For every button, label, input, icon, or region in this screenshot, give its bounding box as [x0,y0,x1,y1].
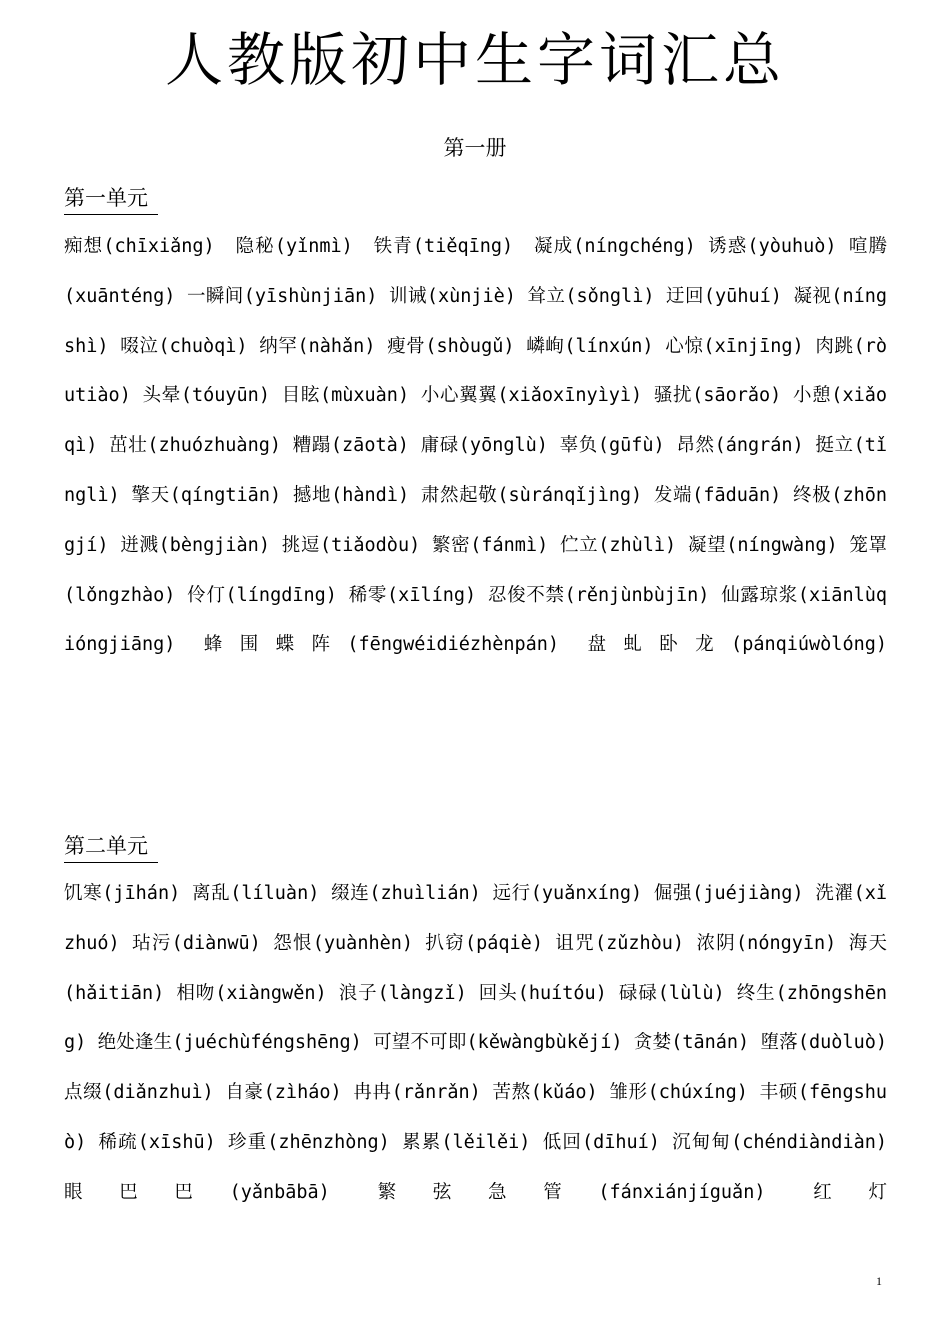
unit-heading-2 [64,830,158,863]
unit-heading-1 [64,182,158,215]
page-number: 1 [876,1274,882,1288]
unit-heading-1-underline [64,214,158,215]
unit-1-word-list-text: 痴想(chīxiǎng) 隐秘(yǐnmì) 铁青(tiěqīng) 凝成(níngchéng) 诱惑(yòuhuò) 喧腾(xuānténg) 一瞬间(yīshùnjiān) 训诫(xùnjiè) 耸立(sǒnglì) 迂回(yūhuí) 凝视(níngshì) 啜泣(chuòqì) 纳罕(nàhǎn) 瘦骨(shòugǔ) 嶙峋(línxún) 心惊(xīnjīng) 肉跳(ròutiào) 头晕(tóuyūn) 目眩(mùxuàn) 小心翼翼(xiǎoxīnyìyì) 骚扰(sāorǎo) 小憩(xiǎoqì) 茁壮(zhuózhuàng) 糟蹋(zāotà) 庸碌(yōnglù) 辜负(gūfù) 昂然(ángrán) 挺立(tǐnglì) 擎天(qíngtiān) 撼地(hàndì) 肃然起敬(sùránqǐjìng) 发端(fāduān) 终极(zhōngjí) 迸溅(bèngjiàn) 挑逗(tiǎodòu) 繁密(fánmì) 伫立(zhùlì) 凝望(níngwàng) 笼罩(lǒngzhào) 伶仃(língdīng) 稀零(xīlíng) 忍俊不禁(rěnjùnbùjīn) 仙露琼浆(xiānlùqióngjiāng) 蜂围蝶阵(fēngwéidiézhènpán) 盘虬卧龙(pánqiúwòlóng) [64,236,887,656]
unit-heading-1-text: 第一单元 [64,186,148,210]
unit-heading-2-text: 第二单元 [64,834,148,858]
unit-2-word-list [64,869,887,1218]
unit-2-word-list-text: 饥寒(jīhán) 离乱(líluàn) 缀连(zhuìlián) 远行(yuǎnxíng) 倔强(juéjiàng) 洗濯(xǐzhuó) 玷污(diànwū) 怨恨(yuànhèn) 扒窃(páqiè) 诅咒(zǔzhòu) 浓阴(nóngyīn) 海天(hǎitiān) 相吻(xiàngwěn) 浪子(làngzǐ) 回头(huítóu) 碌碌(lùlù) 终生(zhōngshēng) 绝处逢生(juéchùféngshēng) 可望不可即(kěwàngbùkějí) 贪婪(tānán) 堕落(duòluò) 点缀(diǎnzhuì) 自豪(zìháo) 冉冉(rǎnrǎn) 苦熬(kǔáo) 雏形(chúxíng) 丰硕(fēngshuò) 稀疏(xīshū) 珍重(zhēnzhòng) 累累(lěilěi) 低回(dīhuí) 沉甸甸(chéndiàndiàn) 眼巴巴(yǎnbābā) 繁弦急管(fánxiánjíguǎn) 红灯 [64,883,887,1203]
unit-1-word-list [64,222,887,670]
volume-heading: 第一册 [443,136,507,160]
unit-heading-2-underline [64,862,158,863]
document-title: 人教版初中生字词汇总 [164,26,785,94]
